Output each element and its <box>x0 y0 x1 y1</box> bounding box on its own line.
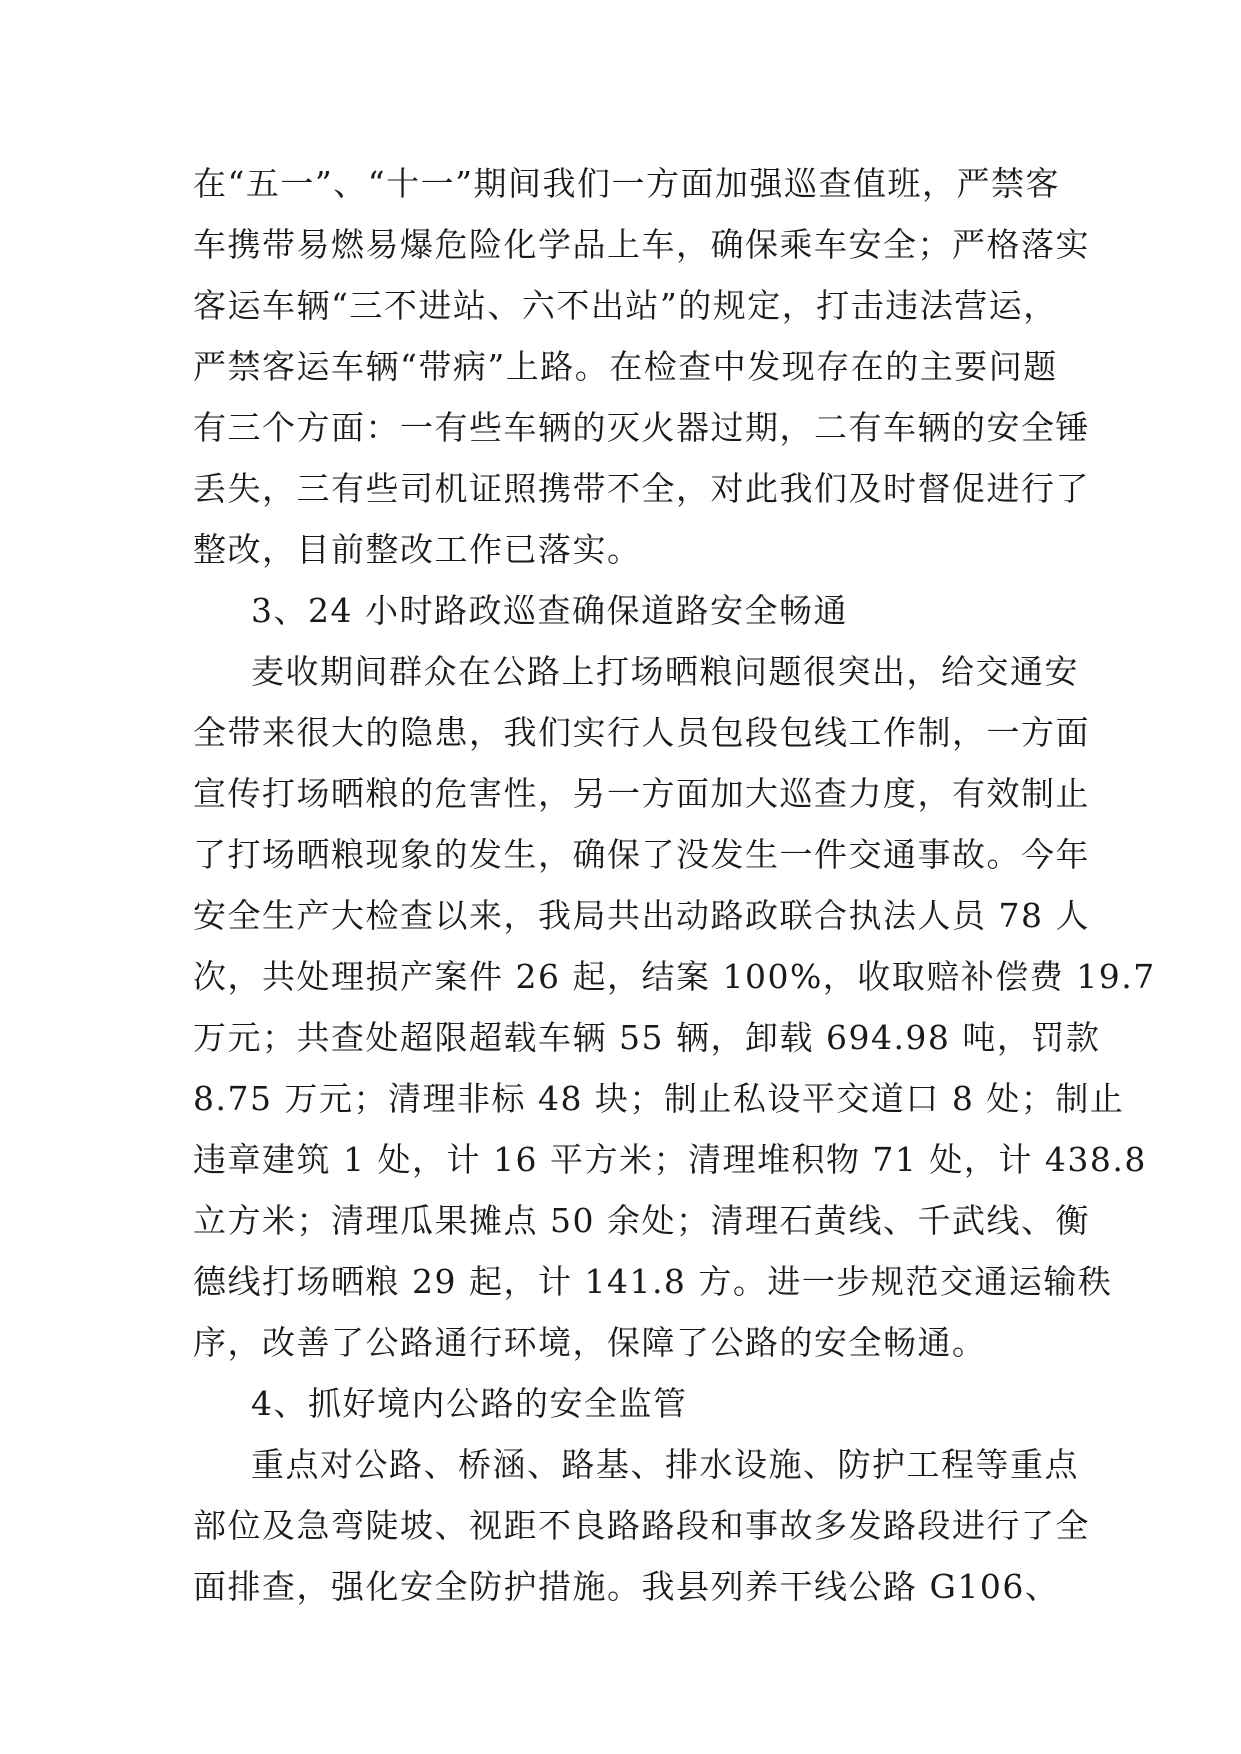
paragraph-first-line: 重点对公路、桥涵、路基、排水设施、防护工程等重点 <box>251 1445 1079 1484</box>
text-line: 部位及急弯陡坡、视距不良路路段和事故多发路段进行了全 <box>193 1506 1090 1545</box>
text-line: 违章建筑 1 处，计 16 平方米；清理堆积物 71 处，计 438.8 <box>193 1140 1147 1179</box>
text-line: 在“五一”、“十一”期间我们一方面加强巡查值班，严禁客 <box>193 164 1060 203</box>
text-line: 德线打场晒粮 29 起，计 141.8 方。进一步规范交通运输秩 <box>193 1262 1113 1301</box>
paragraph-first-line: 麦收期间群众在公路上打场晒粮问题很突出，给交通安 <box>251 652 1079 691</box>
text-line: 宣传打场晒粮的危害性，另一方面加大巡查力度，有效制止 <box>193 774 1090 813</box>
text-line: 立方米；清理瓜果摊点 50 余处；清理石黄线、千武线、衡 <box>193 1201 1090 1240</box>
text-line: 丢失，三有些司机证照携带不全，对此我们及时督促进行了 <box>193 469 1090 508</box>
text-line: 了打场晒粮现象的发生，确保了没发生一件交通事故。今年 <box>193 835 1090 874</box>
section-heading-3: 3、24 小时路政巡查确保道路安全畅通 <box>251 591 848 630</box>
text-line: 全带来很大的隐患，我们实行人员包段包线工作制，一方面 <box>193 713 1090 752</box>
text-line: 安全生产大检查以来，我局共出动路政联合执法人员 78 人 <box>193 896 1090 935</box>
text-line: 8.75 万元；清理非标 48 块；制止私设平交道口 8 处；制止 <box>193 1079 1125 1118</box>
text-line: 面排查，强化安全防护措施。我县列养干线公路 G106、 <box>193 1567 1060 1606</box>
text-line: 序，改善了公路通行环境，保障了公路的安全畅通。 <box>193 1323 987 1362</box>
text-line: 客运车辆“三不进站、六不出站”的规定，打击违法营运， <box>193 286 1058 325</box>
text-line: 万元；共查处超限超载车辆 55 辆，卸载 694.98 吨，罚款 <box>193 1018 1101 1057</box>
text-line: 有三个方面：一有些车辆的灭火器过期，二有车辆的安全锤 <box>193 408 1090 447</box>
text-line: 整改，目前整改工作已落实。 <box>193 530 642 569</box>
text-line: 次，共处理损产案件 26 起，结案 100%，收取赔补偿费 19.7 <box>193 957 1156 996</box>
text-line: 严禁客运车辆“带病”上路。在检查中发现存在的主要问题 <box>193 347 1058 386</box>
section-heading-4: 4、抓好境内公路的安全监管 <box>251 1384 688 1423</box>
text-line: 车携带易燃易爆危险化学品上车，确保乘车安全；严格落实 <box>193 225 1090 264</box>
document-body <box>193 153 1156 1617</box>
